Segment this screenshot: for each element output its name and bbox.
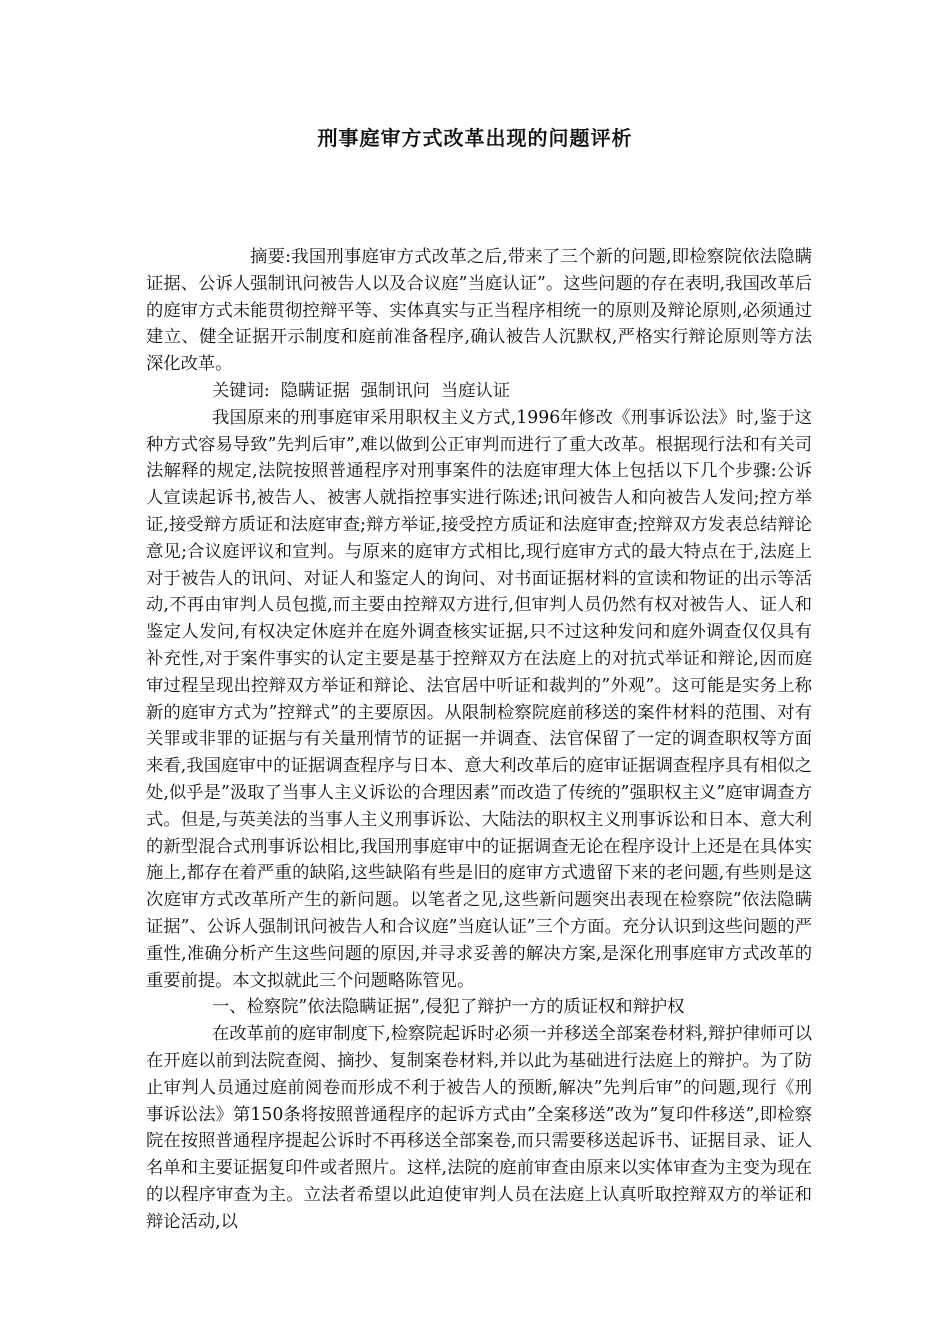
body-paragraph-1: 我国原来的刑事庭审采用职权主义方式,1996年修改《刑事诉讼法》时,鉴于这种方式容易导致”先判后审”,难以做到公正审判而进行了重大改革。根据现行法和有关司法解释的规定,法院按照普通程序对刑事案件的法庭审理大体上包括以下几个步骤:公诉人宣读起诉书,被告人、被害人就指控事实进行陈述;讯问被告人和向被告人发问;控方举证,接受辩方质证和法庭审查;辩方举证,接受控方质证和法庭审查;控辩双方发表总结辩论意见;合议庭评议和宣判。与原来的庭审方式相比,现行庭审方式的最大特点在于,法庭上对于被告人的讯问、对证人和鉴定人的询问、对书面证据材料的宣读和物证的出示等活动,不再由审判人员包揽,而主要由控辩双方进行,但审判人员仍然有权对被告人、证人和鉴定人发问,有权决定休庭并在庭外调查核实证据,只不过这种发问和庭外调查仅仅具有补充性,对于案件事实的认定主要是基于控辩双方在法庭上的对抗式举证和辩论,因而庭审过程呈现出控辩双方举证和辩论、法官居中听证和裁判的”外观”。这可能是实务上称新的庭审方式为”控辩式”的主要原因。从限制检察院庭前移送的案件材料的范围、对有关罪或非罪的证据与有关量刑情节的证据一并调查、法官保留了一定的调查职权等方面来看,我国庭审中的证据调查程序与日本、意大利改革后的庭审证据调查程序具有相似之处,似乎是”汲取了当事人主义诉讼的合理因素”而改造了传统的”强职权主义”庭审调查方式。但是,与英美法的当事人主义刑事诉讼、大陆法的职权主义刑事诉讼和日本、意大利的新型混合式刑事诉讼相比,我国刑事庭审中的证据调查无论在程序设计上还是在具体实施上,都存在着严重的缺陷,这些缺陷有些是旧的庭审方式遗留下来的老问题,有些则是这次庭审方式改革所产生的新问题。以笔者之见,这些新问题突出表现在检察院”依法隐瞒证据”、公诉人强制讯问被告人和合议庭”当庭认证”三个方面。充分认识到这些问题的严重性,准确分析产生这些问题的原因,并寻求妥善的解决方案,是深化刑事庭审方式改革的重要前提。本文拟就此三个问题略陈管见。 <box>146 407 812 991</box>
document-body <box>146 244 812 1235</box>
body-paragraph-2: 在改革前的庭审制度下,检察院起诉时必须一并移送全部案卷材料,辩护律师可以在开庭以前到法院查阅、摘抄、复制案卷材料,并以此为基础进行法庭上的辩护。为了防止审判人员通过庭前阅卷而形成不利于被告人的预断,解决”先判后审”的问题,现行《刑事诉讼法》第150条将按照普通程序的起诉方式由”全案移送”改为”复印件移送”,即检察院在按照普通程序提起公诉时不再移送全部案卷,而只需要移送起诉书、证据目录、证人名单和主要证据复印件或者照片。这样,法院的庭前审查由原来以实体审查为主变为现在的以程序审查为主。立法者希望以此迫使审判人员在法庭上认真听取控辩双方的举证和辩论活动,以 <box>146 1024 812 1232</box>
section-heading-1: 一、检察院”依法隐瞒证据”,侵犯了辩护一方的质证权和辩护权 <box>212 997 685 1018</box>
keywords-line: 关键词: 隐瞒证据 强制讯问 当庭认证 <box>212 380 511 401</box>
document-title: 刑事庭审方式改革出现的问题评析 <box>317 126 633 150</box>
abstract-paragraph: 摘要:我国刑事庭审方式改革之后,带来了三个新的问题,即检察院依法隐瞒证据、公诉人强制讯问被告人以及合议庭”当庭认证”。这些问题的存在表明,我国改革后的庭审方式未能贯彻控辩平等、实体真实与正当程序相统一的原则及辩论原则,必须通过建立、健全证据开示制度和庭前准备程序,确认被告人沉默权,严格实行辩论原则等方法深化改革。 <box>146 247 812 375</box>
